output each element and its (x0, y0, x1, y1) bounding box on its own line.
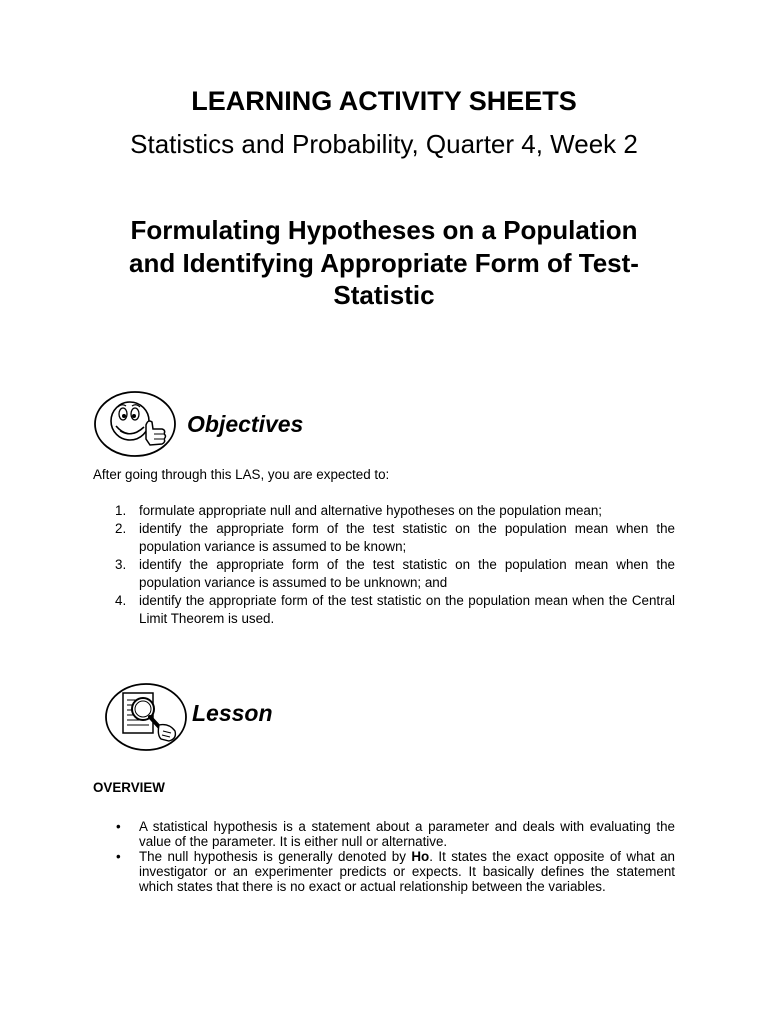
list-item-text: identify the appropriate form of the test statistic on the population mean when the population variance is assumed to be known; (139, 521, 675, 554)
overview-list (110, 819, 675, 894)
lesson-title-line-1: Formulating Hypotheses on a Population (130, 215, 638, 245)
list-number: 4. (115, 593, 127, 608)
bullet-icon: • (116, 849, 121, 864)
lesson-title-line-2: and Identifying Appropriate Form of Test- (129, 248, 639, 278)
list-item-text: identify the appropriate form of the test statistic on the population mean when the Central Limit Theorem is used. (139, 593, 675, 626)
list-number: 2. (115, 521, 127, 536)
bullet-icon: • (116, 819, 121, 834)
smiley-thumbs-up-icon (92, 389, 178, 459)
list-item (110, 556, 675, 592)
objectives-list (110, 502, 675, 628)
list-item-text: The null hypothesis is generally denoted by (139, 849, 412, 864)
magnifier-document-icon (103, 681, 189, 753)
lesson-title-line-3: Statistic (333, 280, 435, 310)
list-item-text: A statistical hypothesis is a statement about a parameter and deals with evaluating the value of the parameter. It is either null or alternative. (139, 819, 675, 849)
list-item (110, 502, 675, 520)
overview-heading: OVERVIEW (93, 780, 165, 795)
objectives-intro: After going through this LAS, you are expected to: (93, 467, 390, 482)
list-item (110, 849, 675, 894)
list-item-text: formulate appropriate null and alternative hypotheses on the population mean; (139, 503, 603, 518)
null-hypothesis-symbol: Ho (411, 849, 430, 864)
list-item-text-continued: . It states the exact opposite of what an investigator or an experimenter predicts or expects. It basically defines the statement which states that there is no exact or actual relationship between the variables. (139, 849, 675, 894)
list-item-text: identify the appropriate form of the test statistic on the population mean when the population variance is assumed to be unknown; and (139, 557, 675, 590)
document-subtitle: Statistics and Probability, Quarter 4, Week 2 (130, 129, 638, 159)
document-title: LEARNING ACTIVITY SHEETS (191, 86, 577, 116)
list-number: 1. (115, 503, 127, 518)
objectives-heading: Objectives (187, 411, 304, 437)
lesson-heading: Lesson (192, 700, 273, 726)
list-item (110, 520, 675, 556)
list-item (110, 592, 675, 628)
list-item (110, 819, 675, 849)
list-number: 3. (115, 557, 127, 572)
